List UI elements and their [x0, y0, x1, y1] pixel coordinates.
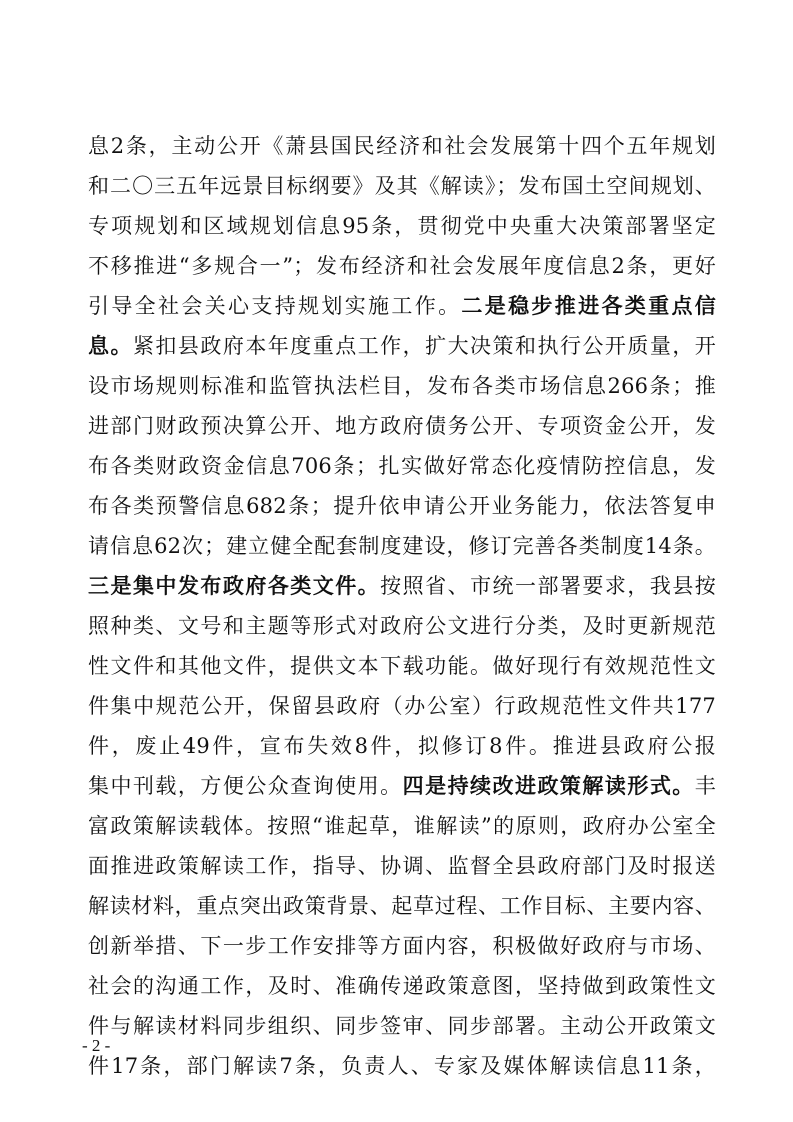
body-text-segment: 解读材料，重点突出政策背景、起草过程、工作目标、主要内容、: [88, 894, 716, 918]
text-line: [88, 766, 716, 806]
body-text-segment: 照种类、文号和主题等形式对政府公文进行分类，及时更新规范: [88, 614, 716, 638]
body-text-segment: 紧扣县政府本年度重点工作，扩大决策和执行公开质量，开: [132, 334, 716, 358]
body-text-segment: 件集中规范公开，保留县政府（办公室）行政规范性文件共177: [88, 694, 716, 718]
body-text-segment: 集中刊载，方便公众查询使用。: [88, 774, 403, 798]
body-text-segment: 引导全社会关心支持规划实施工作。: [88, 294, 462, 318]
body-text-segment: 设市场规则标准和监管执法栏目，发布各类市场信息266条；推: [88, 374, 716, 398]
body-text-segment: 进部门财政预决算公开、地方政府债务公开、专项资金公开，发: [88, 414, 716, 438]
text-line: [88, 446, 716, 486]
text-line: [88, 606, 716, 646]
text-line: [88, 366, 716, 406]
body-text-segment: 和二〇三五年远景目标纲要》及其《解读》；发布国土空间规划、: [88, 174, 716, 198]
body-text-segment: 布各类预警信息682条；提升依申请公开业务能力，依法答复申: [88, 494, 716, 518]
body-text-segment: 创新举措、下一步工作安排等方面内容，积极做好政府与市场、: [88, 934, 716, 958]
text-line: [88, 406, 716, 446]
bold-heading-text: 三是集中发布政府各类文件。: [88, 573, 381, 598]
text-line: [88, 566, 716, 606]
body-text-segment: 性文件和其他文件，提供文本下载功能。做好现行有效规范性文: [88, 654, 716, 678]
text-line: [88, 246, 716, 286]
body-text-segment: 专项规划和区域规划信息95条，贯彻党中央重大决策部署坚定: [88, 214, 716, 238]
text-line: [88, 486, 716, 526]
text-line: [88, 646, 716, 686]
body-text: [88, 126, 716, 1086]
text-line: [88, 926, 716, 966]
body-text-segment: 布各类财政资金信息706条；扎实做好常态化疫情防控信息，发: [88, 454, 716, 478]
text-line: [88, 126, 716, 166]
text-line: [88, 206, 716, 246]
text-line: [88, 846, 716, 886]
text-line: [88, 526, 716, 566]
body-text-segment: 息2条，主动公开《萧县国民经济和社会发展第十四个五年规划: [88, 134, 716, 158]
body-text-segment: 按照省、市统一部署要求，我县按: [380, 574, 717, 598]
body-text-segment: 面推进政策解读工作，指导、协调、监督全县政府部门及时报送: [88, 854, 716, 878]
body-text-segment: 件，废止49件，宣布失效8件，拟修订8件。推进县政府公报: [88, 734, 716, 758]
bold-heading-text: 二是稳步推进各类重点信: [461, 293, 717, 318]
page-number: - 2 -: [82, 1036, 111, 1055]
body-text-segment: 件与解读材料同步组织、同步签审、同步部署。主动公开政策文: [88, 1014, 716, 1038]
text-line: [88, 806, 716, 846]
text-line: [88, 686, 716, 726]
body-text-segment: 富政策解读载体。按照“谁起草，谁解读”的原则，政府办公室全: [88, 814, 716, 838]
text-line: [88, 1006, 716, 1046]
bold-heading-text: 息。: [88, 333, 133, 358]
text-line: [88, 966, 716, 1006]
body-text-segment: 件17条，部门解读7条，负责人、专家及媒体解读信息11条，: [88, 1054, 716, 1078]
bold-heading-text: 四是持续改进政策解读形式。: [402, 773, 695, 798]
text-line: [88, 886, 716, 926]
body-text-segment: 社会的沟通工作，及时、准确传递政策意图，坚持做到政策性文: [88, 974, 716, 998]
text-line: [88, 166, 716, 206]
text-line: [88, 1046, 716, 1086]
body-text-segment: 请信息62次；建立健全配套制度建设，修订完善各类制度14条。: [88, 534, 716, 558]
text-line: [88, 286, 716, 326]
body-text-segment: 不移推进“多规合一”；发布经济和社会发展年度信息2条，更好: [88, 254, 716, 278]
body-text-segment: 丰: [694, 774, 716, 798]
text-line: [88, 326, 716, 366]
text-line: [88, 726, 716, 766]
